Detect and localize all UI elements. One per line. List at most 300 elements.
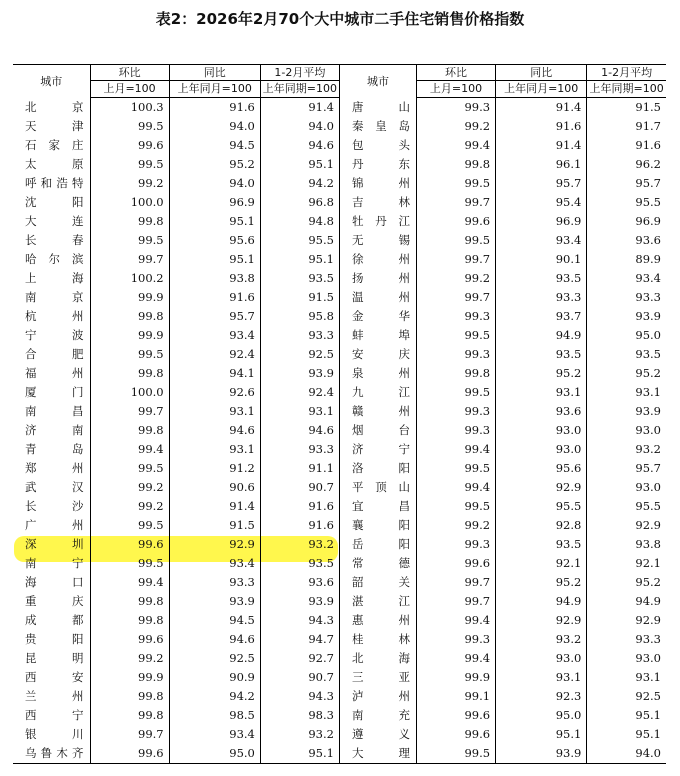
avg-value: 94.8 — [260, 212, 339, 231]
city-name: 福州 — [25, 366, 84, 380]
avg-value-2: 95.7 — [587, 174, 666, 193]
table-row — [13, 250, 666, 269]
table-row — [13, 383, 666, 402]
city-name: 天津 — [25, 119, 84, 133]
city-name-2: 蚌埠 — [339, 326, 416, 345]
avg-value: 92.7 — [260, 649, 339, 668]
avg-value-2: 93.3 — [587, 288, 666, 307]
yoy-value: 94.5 — [169, 136, 260, 155]
city-name-2: 湛江 — [339, 592, 416, 611]
avg-value-2: 94.0 — [587, 744, 666, 764]
yoy-value: 94.5 — [169, 611, 260, 630]
city-name: 石家庄 — [25, 138, 84, 152]
avg-value: 91.6 — [260, 497, 339, 516]
yoy-value-2: 93.4 — [496, 231, 587, 250]
yoy-value: 94.1 — [169, 364, 260, 383]
yoy-value: 93.4 — [169, 554, 260, 573]
city-name: 青岛 — [25, 442, 84, 456]
avg-value-2: 93.0 — [587, 421, 666, 440]
avg-value: 90.7 — [260, 668, 339, 687]
yoy-value-2: 95.1 — [496, 725, 587, 744]
mom-value-2: 99.8 — [417, 155, 496, 174]
mom-value: 99.5 — [90, 155, 169, 174]
avg-value-2: 93.3 — [587, 630, 666, 649]
avg-value: 91.6 — [260, 516, 339, 535]
mom-value-2: 99.7 — [417, 250, 496, 269]
city-name: 西宁 — [25, 708, 84, 722]
mom-value-2: 99.4 — [417, 440, 496, 459]
city-name: 昆明 — [25, 651, 84, 665]
yoy-value: 94.0 — [169, 174, 260, 193]
yoy-value: 92.4 — [169, 345, 260, 364]
avg-value: 93.6 — [260, 573, 339, 592]
yoy-value: 95.7 — [169, 307, 260, 326]
yoy-value-2: 95.5 — [496, 497, 587, 516]
yoy-value-2: 94.9 — [496, 592, 587, 611]
mom-value-2: 99.5 — [417, 231, 496, 250]
yoy-base-header-2: 上年同月=100 — [496, 81, 587, 98]
yoy-value-2: 93.3 — [496, 288, 587, 307]
avg-value: 93.3 — [260, 326, 339, 345]
city-name-2: 泉州 — [339, 364, 416, 383]
yoy-value-2: 93.7 — [496, 307, 587, 326]
yoy-value-2: 95.7 — [496, 174, 587, 193]
yoy-value: 94.6 — [169, 421, 260, 440]
table-row — [13, 345, 666, 364]
mom-value-2: 99.4 — [417, 649, 496, 668]
avg-value-2: 92.1 — [587, 554, 666, 573]
yoy-value-2: 93.9 — [496, 744, 587, 764]
yoy-value: 95.0 — [169, 744, 260, 764]
avg-value: 93.5 — [260, 269, 339, 288]
city-name-2: 北海 — [339, 649, 416, 668]
table-row — [13, 136, 666, 155]
yoy-value: 91.4 — [169, 497, 260, 516]
yoy-base-header: 上年同月=100 — [169, 81, 260, 98]
yoy-value: 98.5 — [169, 706, 260, 725]
city-name: 长春 — [25, 233, 84, 247]
mom-value-2: 99.6 — [417, 725, 496, 744]
avg-value: 91.5 — [260, 288, 339, 307]
yoy-value-2: 93.5 — [496, 269, 587, 288]
avg-value: 94.0 — [260, 117, 339, 136]
mom-value-2: 99.3 — [417, 421, 496, 440]
city-name-2: 金华 — [339, 307, 416, 326]
city-name: 杭州 — [25, 309, 84, 323]
mom-value: 99.9 — [90, 288, 169, 307]
avg-base-header: 上年同期=100 — [260, 81, 339, 98]
city-name: 重庆 — [25, 594, 84, 608]
city-name: 北京 — [25, 99, 84, 114]
yoy-value-2: 92.3 — [496, 687, 587, 706]
avg-value-2: 91.7 — [587, 117, 666, 136]
city-name: 宁波 — [25, 328, 84, 342]
city-name-2: 襄阳 — [339, 516, 416, 535]
city-name-2: 惠州 — [339, 611, 416, 630]
avg-value-2: 93.4 — [587, 269, 666, 288]
mom-value: 100.0 — [90, 383, 169, 402]
table-row — [13, 744, 666, 764]
city-name: 南昌 — [25, 404, 84, 418]
avg-value: 90.7 — [260, 478, 339, 497]
mom-value-2: 99.5 — [417, 326, 496, 345]
mom-value-2: 99.6 — [417, 706, 496, 725]
mom-value-2: 99.2 — [417, 269, 496, 288]
avg-value-2: 89.9 — [587, 250, 666, 269]
city-name-2: 包头 — [339, 136, 416, 155]
table-row — [13, 592, 666, 611]
table-row — [13, 668, 666, 687]
yoy-value-2: 93.0 — [496, 421, 587, 440]
city-name-2: 秦皇岛 — [339, 117, 416, 136]
yoy-value: 95.2 — [169, 155, 260, 174]
mom-value: 99.8 — [90, 421, 169, 440]
yoy-value-2: 93.6 — [496, 402, 587, 421]
avg-value: 95.5 — [260, 231, 339, 250]
yoy-value: 93.4 — [169, 725, 260, 744]
mom-value-2: 99.4 — [417, 478, 496, 497]
mom-value-2: 99.3 — [417, 630, 496, 649]
mom-value-2: 99.5 — [417, 459, 496, 478]
mom-value: 99.5 — [90, 554, 169, 573]
city-name: 海口 — [25, 575, 84, 589]
avg-value: 94.2 — [260, 174, 339, 193]
yoy-value-2: 96.1 — [496, 155, 587, 174]
avg-value-2: 95.1 — [587, 725, 666, 744]
mom-value-2: 99.7 — [417, 592, 496, 611]
avg-value-2: 93.9 — [587, 307, 666, 326]
city-name-2: 牡丹江 — [339, 212, 416, 231]
yoy-value: 92.6 — [169, 383, 260, 402]
mom-value-2: 99.9 — [417, 668, 496, 687]
table-row — [13, 573, 666, 592]
avg-value-2: 93.8 — [587, 535, 666, 554]
yoy-value-2: 95.4 — [496, 193, 587, 212]
avg-value-2: 95.1 — [587, 706, 666, 725]
table-row — [13, 706, 666, 725]
city-name: 南京 — [25, 290, 84, 304]
mom-value: 99.7 — [90, 725, 169, 744]
table-row — [13, 649, 666, 668]
mom-value: 99.8 — [90, 364, 169, 383]
avg-value: 98.3 — [260, 706, 339, 725]
yoy-value: 91.2 — [169, 459, 260, 478]
avg-value: 95.1 — [260, 744, 339, 764]
mom-value: 99.8 — [90, 307, 169, 326]
city-name-2: 岳阳 — [339, 535, 416, 554]
yoy-value: 92.9 — [169, 535, 260, 554]
avg-value-2: 93.6 — [587, 231, 666, 250]
city-name: 太原 — [25, 157, 84, 171]
mom-value: 99.5 — [90, 345, 169, 364]
avg-header-2: 1-2月平均 — [587, 65, 666, 81]
yoy-value-2: 93.0 — [496, 440, 587, 459]
city-name: 郑州 — [25, 461, 84, 475]
city-name: 合肥 — [25, 347, 84, 361]
table-row — [13, 440, 666, 459]
city-name-2: 遵义 — [339, 725, 416, 744]
mom-value-2: 99.7 — [417, 573, 496, 592]
avg-base-header-2: 上年同期=100 — [587, 81, 666, 98]
avg-value: 93.9 — [260, 592, 339, 611]
mom-value: 99.5 — [90, 117, 169, 136]
yoy-value-2: 96.9 — [496, 212, 587, 231]
avg-value: 93.5 — [260, 554, 339, 573]
mom-value-2: 99.6 — [417, 554, 496, 573]
yoy-header: 同比 — [169, 65, 260, 81]
yoy-value-2: 95.2 — [496, 364, 587, 383]
city-name-2: 桂林 — [339, 630, 416, 649]
avg-value-2: 92.5 — [587, 687, 666, 706]
avg-value: 95.1 — [260, 250, 339, 269]
table-row — [13, 98, 666, 118]
mom-header-2: 环比 — [417, 65, 496, 81]
mom-value-2: 99.4 — [417, 136, 496, 155]
yoy-value-2: 95.0 — [496, 706, 587, 725]
yoy-value-2: 92.8 — [496, 516, 587, 535]
avg-value-2: 95.2 — [587, 573, 666, 592]
yoy-value-2: 94.9 — [496, 326, 587, 345]
mom-value: 100.0 — [90, 193, 169, 212]
city-name-2: 南充 — [339, 706, 416, 725]
avg-value: 94.6 — [260, 136, 339, 155]
city-name-2: 丹东 — [339, 155, 416, 174]
city-name: 济南 — [25, 423, 84, 437]
table-row — [13, 516, 666, 535]
mom-value: 99.6 — [90, 744, 169, 764]
city-name: 长沙 — [25, 499, 84, 513]
yoy-value-2: 91.4 — [496, 136, 587, 155]
yoy-value: 93.1 — [169, 440, 260, 459]
city-name: 银川 — [25, 727, 84, 741]
avg-value-2: 95.2 — [587, 364, 666, 383]
yoy-value-2: 92.1 — [496, 554, 587, 573]
yoy-value: 95.1 — [169, 250, 260, 269]
mom-value-2: 99.3 — [417, 345, 496, 364]
mom-value: 99.2 — [90, 174, 169, 193]
yoy-value-2: 93.1 — [496, 668, 587, 687]
table-row — [13, 630, 666, 649]
city-name: 沈阳 — [25, 195, 84, 209]
mom-value-2: 99.7 — [417, 288, 496, 307]
table-row — [13, 421, 666, 440]
city-name: 呼和浩特 — [25, 176, 84, 190]
city-name-2: 赣州 — [339, 402, 416, 421]
mom-value: 99.6 — [90, 630, 169, 649]
yoy-value: 94.2 — [169, 687, 260, 706]
avg-value: 92.4 — [260, 383, 339, 402]
mom-value: 99.8 — [90, 706, 169, 725]
mom-value-2: 99.3 — [417, 307, 496, 326]
mom-base-header: 上月=100 — [90, 81, 169, 98]
mom-value: 99.8 — [90, 611, 169, 630]
city-header-2: 城市 — [339, 65, 416, 98]
city-name-2: 锦州 — [339, 174, 416, 193]
yoy-value-2: 95.2 — [496, 573, 587, 592]
avg-header: 1-2月平均 — [260, 65, 339, 81]
avg-value-2: 93.0 — [587, 478, 666, 497]
mom-value: 99.5 — [90, 516, 169, 535]
table-row — [13, 478, 666, 497]
city-name-2: 徐州 — [339, 250, 416, 269]
avg-value-2: 93.0 — [587, 649, 666, 668]
yoy-value: 93.8 — [169, 269, 260, 288]
mom-value-2: 99.5 — [417, 497, 496, 516]
yoy-value: 93.4 — [169, 326, 260, 345]
avg-value: 94.6 — [260, 421, 339, 440]
avg-value: 93.2 — [260, 725, 339, 744]
city-header: 城市 — [13, 65, 90, 98]
mom-value: 99.7 — [90, 402, 169, 421]
table-row — [13, 402, 666, 421]
mom-value: 99.5 — [90, 459, 169, 478]
avg-value: 91.1 — [260, 459, 339, 478]
mom-value-2: 99.2 — [417, 516, 496, 535]
table-row — [13, 497, 666, 516]
mom-value-2: 99.5 — [417, 744, 496, 764]
city-name-2: 韶关 — [339, 573, 416, 592]
city-name-2: 泸州 — [339, 687, 416, 706]
yoy-value: 94.6 — [169, 630, 260, 649]
yoy-value: 91.6 — [169, 98, 260, 118]
yoy-value-2: 90.1 — [496, 250, 587, 269]
yoy-value-2: 95.6 — [496, 459, 587, 478]
avg-value-2: 91.6 — [587, 136, 666, 155]
yoy-value: 90.6 — [169, 478, 260, 497]
avg-value-2: 95.0 — [587, 326, 666, 345]
mom-value-2: 99.3 — [417, 98, 496, 118]
yoy-value: 93.9 — [169, 592, 260, 611]
mom-value: 99.6 — [90, 136, 169, 155]
city-name-2: 三亚 — [339, 668, 416, 687]
mom-value-2: 99.5 — [417, 383, 496, 402]
table-row — [13, 174, 666, 193]
mom-value: 99.8 — [90, 687, 169, 706]
yoy-value-2: 91.4 — [496, 98, 587, 118]
yoy-value: 94.0 — [169, 117, 260, 136]
mom-value: 99.8 — [90, 592, 169, 611]
table-row — [13, 155, 666, 174]
avg-value-2: 92.9 — [587, 516, 666, 535]
mom-value: 99.4 — [90, 440, 169, 459]
yoy-value: 93.3 — [169, 573, 260, 592]
mom-base-header-2: 上月=100 — [417, 81, 496, 98]
mom-value: 99.2 — [90, 497, 169, 516]
mom-value-2: 99.1 — [417, 687, 496, 706]
avg-value: 94.7 — [260, 630, 339, 649]
yoy-value: 96.9 — [169, 193, 260, 212]
table-row-highlighted — [13, 535, 666, 554]
city-name-2: 无锡 — [339, 231, 416, 250]
mom-value-2: 99.2 — [417, 117, 496, 136]
yoy-value-2: 93.2 — [496, 630, 587, 649]
city-name: 乌鲁木齐 — [13, 744, 90, 764]
avg-value-2: 96.2 — [587, 155, 666, 174]
city-name-2: 济宁 — [339, 440, 416, 459]
city-name-2: 九江 — [339, 383, 416, 402]
city-name: 南宁 — [25, 556, 84, 570]
city-name-2: 温州 — [339, 288, 416, 307]
city-name-2: 安庆 — [339, 345, 416, 364]
yoy-header-2: 同比 — [496, 65, 587, 81]
yoy-value-2: 91.6 — [496, 117, 587, 136]
table-row — [13, 288, 666, 307]
city-name: 广州 — [25, 518, 84, 532]
table-row — [13, 307, 666, 326]
city-name-2: 平顶山 — [339, 478, 416, 497]
city-name: 成都 — [25, 613, 84, 627]
avg-value-2: 93.2 — [587, 440, 666, 459]
mom-value: 100.2 — [90, 269, 169, 288]
yoy-value: 91.6 — [169, 288, 260, 307]
yoy-value-2: 92.9 — [496, 611, 587, 630]
page-title: 表2：2026年2月70个大中城市二手住宅销售价格指数 — [155, 10, 525, 28]
city-name: 大连 — [25, 214, 84, 228]
city-name: 哈尔滨 — [25, 252, 84, 266]
yoy-value: 92.5 — [169, 649, 260, 668]
city-name-2: 烟台 — [339, 421, 416, 440]
avg-value: 95.1 — [260, 155, 339, 174]
table-body — [13, 98, 666, 764]
table-row — [13, 687, 666, 706]
avg-value: 93.9 — [260, 364, 339, 383]
avg-value-2: 95.5 — [587, 193, 666, 212]
city-name-2: 洛阳 — [339, 459, 416, 478]
city-name-2: 唐山 — [339, 98, 416, 118]
yoy-value: 91.5 — [169, 516, 260, 535]
yoy-value-2: 93.5 — [496, 345, 587, 364]
avg-value: 93.2 — [260, 535, 339, 554]
yoy-value-2: 93.5 — [496, 535, 587, 554]
avg-value-2: 91.5 — [587, 98, 666, 118]
mom-value-2: 99.4 — [417, 611, 496, 630]
avg-value-2: 95.5 — [587, 497, 666, 516]
city-name-2: 吉林 — [339, 193, 416, 212]
yoy-value-2: 93.0 — [496, 649, 587, 668]
avg-value: 94.3 — [260, 611, 339, 630]
avg-value-2: 93.5 — [587, 345, 666, 364]
mom-value: 99.5 — [90, 231, 169, 250]
mom-value-2: 99.3 — [417, 535, 496, 554]
avg-value: 95.8 — [260, 307, 339, 326]
table-row — [13, 231, 666, 250]
table-row — [13, 554, 666, 573]
avg-value: 96.8 — [260, 193, 339, 212]
mom-value-2: 99.7 — [417, 193, 496, 212]
table-row — [13, 611, 666, 630]
avg-value: 93.3 — [260, 440, 339, 459]
avg-value-2: 93.1 — [587, 383, 666, 402]
table-row — [13, 459, 666, 478]
avg-value-2: 92.9 — [587, 611, 666, 630]
city-name: 武汉 — [25, 480, 84, 494]
mom-value: 99.8 — [90, 212, 169, 231]
city-name: 贵阳 — [25, 632, 84, 646]
mom-value: 99.9 — [90, 668, 169, 687]
city-name-2: 宜昌 — [339, 497, 416, 516]
avg-value: 94.3 — [260, 687, 339, 706]
city-name: 兰州 — [25, 689, 84, 703]
table-row — [13, 193, 666, 212]
mom-value-2: 99.5 — [417, 174, 496, 193]
price-index-table — [13, 64, 666, 764]
city-name: 深圳 — [25, 537, 84, 551]
mom-value-2: 99.3 — [417, 402, 496, 421]
mom-value: 99.2 — [90, 649, 169, 668]
yoy-value-2: 92.9 — [496, 478, 587, 497]
city-name: 厦门 — [25, 385, 84, 399]
yoy-value: 90.9 — [169, 668, 260, 687]
